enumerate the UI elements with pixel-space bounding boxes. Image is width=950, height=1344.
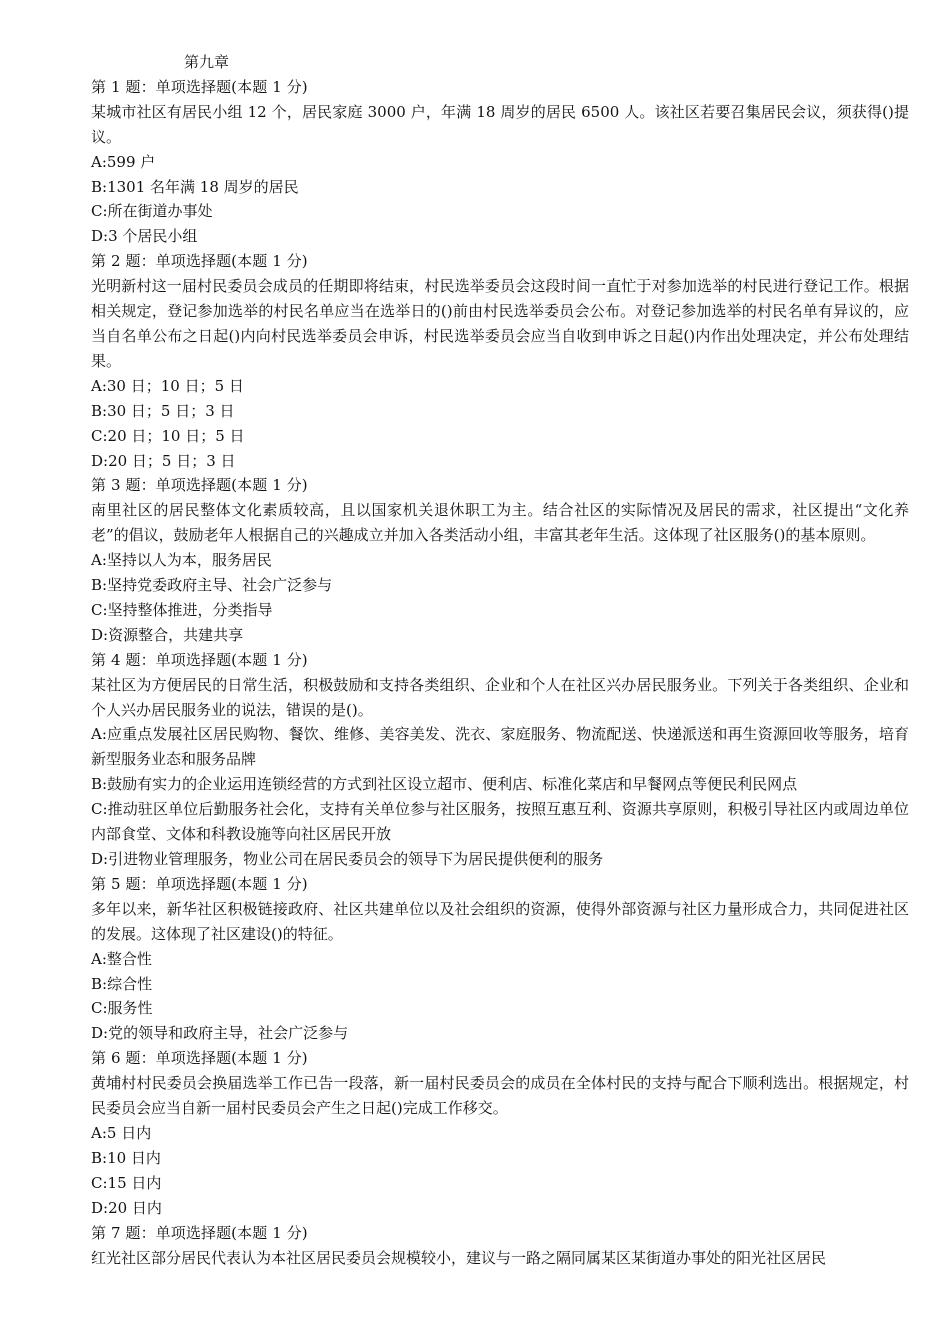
question-header: 第 3 题：单项选择题(本题 1 分) — [91, 476, 308, 495]
answer-option: D:资源整合，共建共享 — [91, 625, 244, 644]
answer-option: A:整合性 — [91, 949, 152, 968]
answer-option: A:30 日；10 日；5 日 — [91, 376, 244, 395]
question-block — [91, 249, 909, 473]
answer-option: C:推动驻区单位后勤服务社会化，支持有关单位参与社区服务，按照互惠互利、资源共享原则，积极引导社区内或周边单位内部食堂、文体和科教设施等向社区居民开放 — [91, 800, 909, 844]
answer-option: A:应重点发展社区居民购物、餐饮、维修、美容美发、洗衣、家庭服务、物流配送、快递派送和再生资源回收等服务，培育新型服务业态和服务品牌 — [91, 725, 909, 769]
answer-option: B:鼓励有实力的企业运用连锁经营的方式到社区设立超市、便利店、标准化菜店和早餐网点等便民利民网点 — [91, 775, 798, 794]
answer-option: D:党的领导和政府主导，社会广泛参与 — [91, 1024, 349, 1043]
answer-option: D:20 日内 — [91, 1198, 162, 1217]
answer-option: D:20 日；5 日；3 日 — [91, 451, 236, 470]
question-block — [91, 75, 909, 249]
question-stem: 某城市社区有居民小组 12 个，居民家庭 3000 户，年满 18 周岁的居民 6500 人。该社区若要召集居民会议，须获得()提议。 — [91, 102, 909, 146]
question-stem: 黄埔村村民委员会换届选举工作已告一段落，新一届村民委员会的成员在全体村民的支持与配合下顺利选出。根据规定，村民委员会应当自新一届村民委员会产生之日起()完成工作移交。 — [91, 1074, 909, 1118]
question-stem: 红光社区部分居民代表认为本社区居民委员会规模较小，建议与一路之隔同属某区某街道办事处的阳光社区居民 — [91, 1248, 827, 1267]
answer-option: C:坚持整体推进，分类指导 — [91, 600, 273, 619]
question-header: 第 1 题：单项选择题(本题 1 分) — [91, 77, 308, 96]
question-block — [91, 1046, 909, 1220]
question-stem: 多年以来，新华社区积极链接政府、社区共建单位以及社会组织的资源，使得外部资源与社区力量形成合力，共同促进社区的发展。这体现了社区建设()的特征。 — [91, 899, 909, 943]
chapter-title: 第九章 — [184, 53, 230, 71]
question-header: 第 7 题：单项选择题(本题 1 分) — [91, 1223, 308, 1242]
answer-option: B:1301 名年满 18 周岁的居民 — [91, 177, 299, 196]
answer-option: A:坚持以人为本，服务居民 — [91, 551, 272, 570]
answer-option: A:5 日内 — [91, 1123, 152, 1142]
question-header: 第 4 题：单项选择题(本题 1 分) — [91, 650, 308, 669]
document-page — [91, 50, 909, 1270]
question-block — [91, 1221, 909, 1271]
question-header: 第 2 题：单项选择题(本题 1 分) — [91, 252, 308, 271]
answer-option: B:综合性 — [91, 974, 153, 993]
question-header: 第 5 题：单项选择题(本题 1 分) — [91, 874, 308, 893]
question-block — [91, 648, 909, 872]
question-block — [91, 872, 909, 1046]
answer-option: C:服务性 — [91, 999, 153, 1018]
answer-option: B:坚持党委政府主导、社会广泛参与 — [91, 576, 333, 595]
question-block — [91, 473, 909, 647]
question-header: 第 6 题：单项选择题(本题 1 分) — [91, 1049, 308, 1068]
question-stem: 南里社区的居民整体文化素质较高，且以国家机关退休职工为主。结合社区的实际情况及居民的需求，社区提出“文化养老”的倡议，鼓励老年人根据自己的兴趣成立并加入各类活动小组，丰富其老年生活。这体现了社区服务()的基本原则。 — [91, 501, 909, 545]
answer-option: B:10 日内 — [91, 1148, 161, 1167]
answer-option: D:引进物业管理服务，物业公司在居民委员会的领导下为居民提供便利的服务 — [91, 850, 604, 868]
question-stem: 光明新村这一届村民委员会成员的任期即将结束，村民选举委员会这段时间一直忙于对参加选举的村民进行登记工作。根据相关规定，登记参加选举的村民名单应当在选举日的()前由村民选举委员会公布。对登记参加选举的村民名单有异议的，应当自名单公布之日起()内向村民选举委员会申诉，村民选举委员会应当自收到申诉之日起()内作出处理决定，并公布处理结果。 — [91, 277, 909, 370]
question-stem: 某社区为方便居民的日常生活，积极鼓励和支持各类组织、企业和个人在社区兴办居民服务业。下列关于各类组织、企业和个人兴办居民服务业的说法，错误的是()。 — [91, 675, 909, 719]
answer-option: A:599 户 — [91, 152, 156, 171]
answer-option: C:所在街道办事处 — [91, 202, 213, 221]
answer-option: D:3 个居民小组 — [91, 227, 198, 246]
question-list — [91, 75, 909, 1271]
answer-option: C:20 日；10 日；5 日 — [91, 426, 245, 445]
answer-option: C:15 日内 — [91, 1173, 162, 1192]
answer-option: B:30 日；5 日；3 日 — [91, 401, 235, 420]
